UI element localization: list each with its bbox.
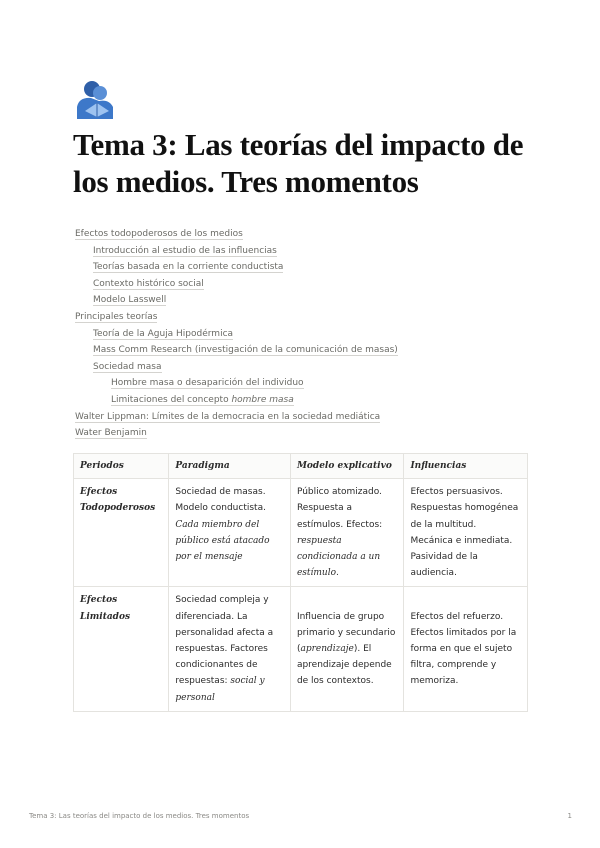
- toc-item[interactable]: Introducción al estudio de las influencias: [93, 245, 277, 256]
- toc-item[interactable]: Modelo Lasswell: [93, 295, 167, 306]
- column-header: Modelo explicativo: [290, 454, 404, 479]
- influences-cell: Efectos persuasivos. Respuestas homogénea de la multitud. Mecánica e inmediata. Pasividad de la audiencia.: [404, 479, 528, 587]
- model-cell: Influencia de grupo primario y secundario (aprendizaje). El aprendizaje depende de los contextos.: [290, 587, 404, 711]
- table-header-row: [74, 454, 528, 479]
- column-header: Periodos: [74, 454, 169, 479]
- page-title: Tema 3: Las teorías del impacto de los medios. Tres momentos: [73, 127, 524, 199]
- effects-table: [73, 453, 528, 712]
- page-number: 1: [567, 812, 572, 820]
- table-of-contents: [75, 226, 545, 442]
- toc-item[interactable]: Limitaciones del concepto hombre masa: [111, 394, 294, 405]
- influences-cell: Efectos del refuerzo. Efectos limitados por la forma en que el sujeto filtra, comprende y memoriza.: [404, 587, 528, 711]
- toc-item[interactable]: Sociedad masa: [93, 361, 162, 372]
- toc-item[interactable]: Efectos todopoderosos de los medios: [75, 229, 243, 239]
- column-header: Paradigma: [169, 454, 291, 479]
- paradigm-cell: Sociedad de masas. Modelo conductista. Cada miembro del público está atacado por el mensaje: [169, 479, 291, 587]
- toc-item[interactable]: Contexto histórico social: [93, 278, 204, 289]
- table-row: [74, 587, 528, 711]
- toc-item[interactable]: Teoría de la Aguja Hipodérmica: [93, 328, 234, 339]
- toc-item[interactable]: Hombre masa o desaparición del individuo: [111, 378, 304, 389]
- toc-item[interactable]: Walter Lippman: Límites de la democracia en la sociedad mediática: [75, 411, 381, 422]
- toc-item[interactable]: Water Benjamin: [75, 428, 147, 439]
- table-row: [74, 479, 528, 587]
- column-header: Influencias: [404, 454, 528, 479]
- toc-item[interactable]: Teorías basada en la corriente conductista: [93, 262, 284, 273]
- footer-title: Tema 3: Las teorías del impacto de los medios. Tres momentos: [29, 812, 250, 820]
- toc-item[interactable]: Principales teorías: [75, 311, 158, 322]
- period-cell: Efectos Limitados: [74, 587, 169, 711]
- model-cell: Público atomizado. Respuesta a estímulos. Efectos: respuesta condicionada a un estímulo.: [290, 479, 404, 587]
- paradigm-cell: Sociedad compleja y diferenciada. La personalidad afecta a respuestas. Factores condicionantes de respuestas: social y personal: [169, 587, 291, 711]
- period-cell: Efectos Todopoderosos: [74, 479, 169, 587]
- toc-item[interactable]: Mass Comm Research (investigación de la comunicación de masas): [93, 345, 398, 356]
- person-reading-icon: [75, 77, 115, 119]
